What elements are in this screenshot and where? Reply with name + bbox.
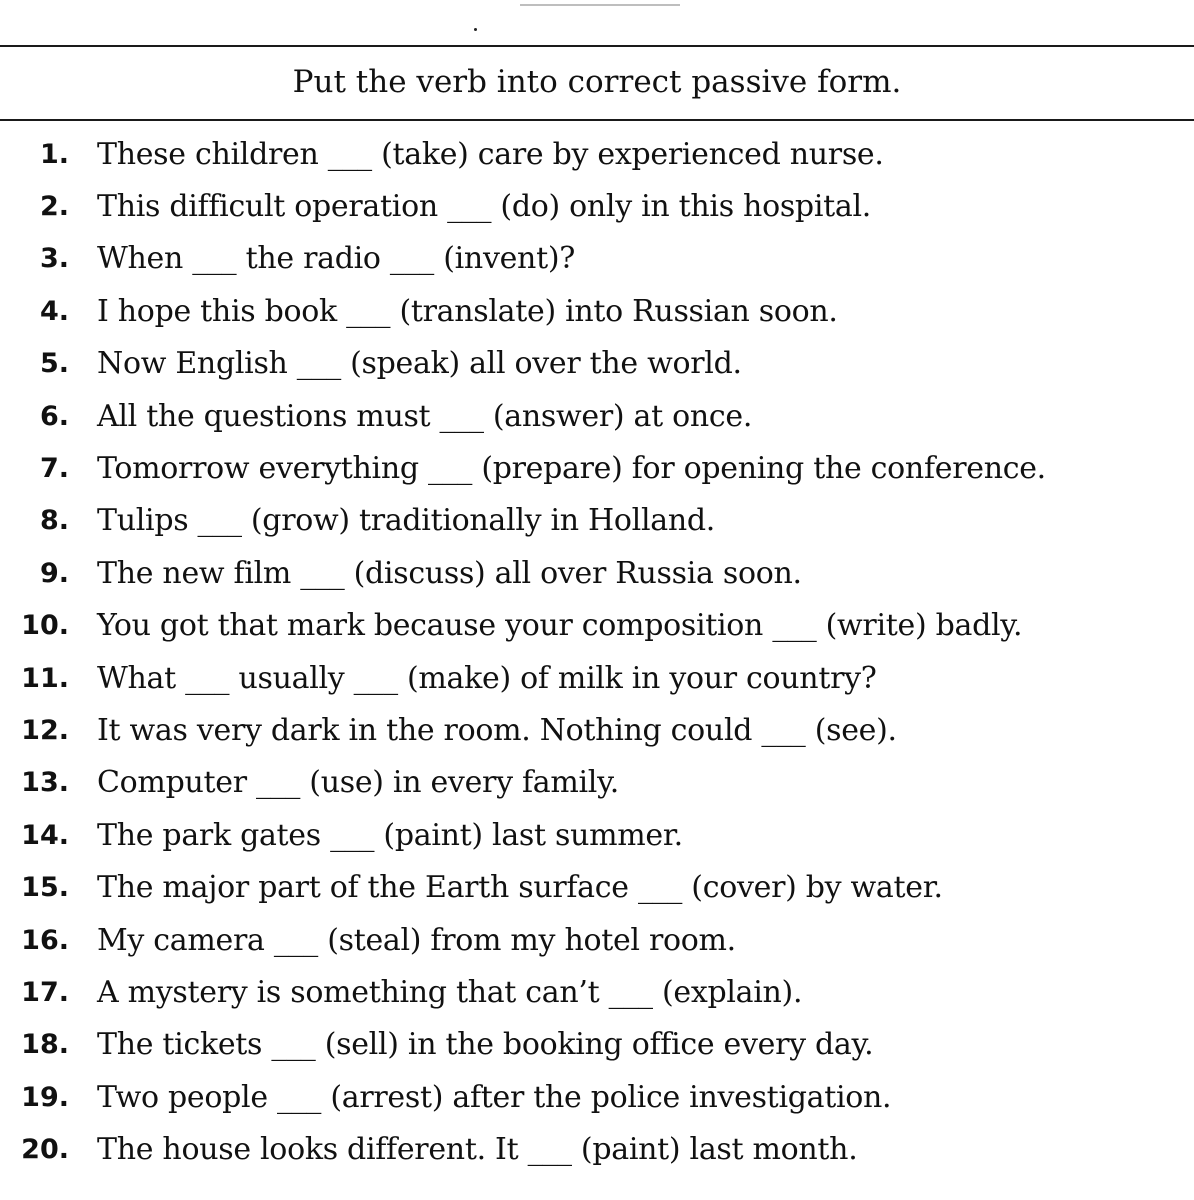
item-number: 3.: [39, 243, 69, 275]
item-number: 5.: [39, 348, 69, 380]
exercise-item: [0, 233, 1194, 285]
item-sentence: The park gates ___ (paint) last summer.: [97, 817, 683, 853]
item-number: 12.: [21, 714, 69, 746]
exercise-item: [0, 442, 1194, 494]
item-number: 14.: [21, 819, 69, 851]
item-number: 4.: [39, 295, 69, 327]
item-sentence: The house looks different. It ___ (paint) last month.: [97, 1132, 858, 1168]
exercise-item: [0, 495, 1194, 547]
item-number: 17.: [21, 976, 69, 1008]
item-number: 16.: [21, 924, 69, 956]
exercise-item: [0, 704, 1194, 756]
item-sentence: The new film ___ (discuss) all over Russia soon.: [97, 555, 802, 591]
item-number: 13.: [21, 767, 69, 799]
item-sentence: When ___ the radio ___ (invent)?: [97, 241, 576, 277]
exercise-item: [0, 547, 1194, 599]
bottom-divider: [0, 119, 1194, 121]
item-number: 2.: [39, 191, 69, 223]
item-sentence: The tickets ___ (sell) in the booking office every day.: [97, 1027, 874, 1063]
item-sentence: Computer ___ (use) in every family.: [97, 765, 619, 801]
top-divider: [0, 45, 1194, 47]
exercise-item: [0, 861, 1194, 913]
item-sentence: I hope this book ___ (translate) into Russian soon.: [97, 293, 838, 329]
decorative-dot: [474, 28, 477, 31]
item-sentence: Now English ___ (speak) all over the world.: [97, 346, 742, 382]
item-sentence: Tulips ___ (grow) traditionally in Holland.: [97, 503, 716, 539]
exercise-item: [0, 809, 1194, 861]
item-number: 11.: [21, 662, 69, 694]
exercise-item: [0, 285, 1194, 337]
item-number: 7.: [39, 453, 69, 485]
item-number: 8.: [39, 505, 69, 537]
exercise-item: [0, 757, 1194, 809]
exercise-item: [0, 128, 1194, 180]
exercise-item: [0, 1123, 1194, 1175]
exercise-item: [0, 1071, 1194, 1123]
cropped-header-mark: [520, 0, 680, 6]
item-sentence: This difficult operation ___ (do) only in this hospital.: [97, 189, 871, 225]
exercise-item: [0, 600, 1194, 652]
item-sentence: These children ___ (take) care by experienced nurse.: [97, 136, 884, 172]
item-sentence: All the questions must ___ (answer) at once.: [97, 398, 753, 434]
item-sentence: It was very dark in the room. Nothing could ___ (see).: [97, 712, 897, 748]
item-number: 1.: [39, 138, 69, 170]
item-sentence: Tomorrow everything ___ (prepare) for opening the conference.: [97, 451, 1046, 487]
item-sentence: You got that mark because your composition ___ (write) badly.: [97, 608, 1023, 644]
exercise-item: [0, 390, 1194, 442]
exercise-item: [0, 914, 1194, 966]
exercise-item: [0, 338, 1194, 390]
item-number: 18.: [21, 1029, 69, 1061]
exercise-item: [0, 1019, 1194, 1071]
exercise-item: [0, 966, 1194, 1018]
item-sentence: The major part of the Earth surface ___ (cover) by water.: [97, 870, 943, 906]
exercise-item: [0, 180, 1194, 232]
item-sentence: My camera ___ (steal) from my hotel room.: [97, 922, 736, 958]
item-number: 15.: [21, 872, 69, 904]
exercise-list: [0, 128, 1194, 1176]
item-number: 19.: [21, 1081, 69, 1113]
item-number: 9.: [39, 557, 69, 589]
item-sentence: Two people ___ (arrest) after the police investigation.: [97, 1079, 892, 1115]
item-number: 20.: [21, 1134, 69, 1166]
exercise-item: [0, 652, 1194, 704]
instruction-text: Put the verb into correct passive form.: [292, 64, 902, 100]
item-sentence: A mystery is something that can’t ___ (explain).: [97, 974, 803, 1010]
item-number: 6.: [39, 400, 69, 432]
item-number: 10.: [21, 610, 69, 642]
item-sentence: What ___ usually ___ (make) of milk in your country?: [97, 660, 877, 696]
